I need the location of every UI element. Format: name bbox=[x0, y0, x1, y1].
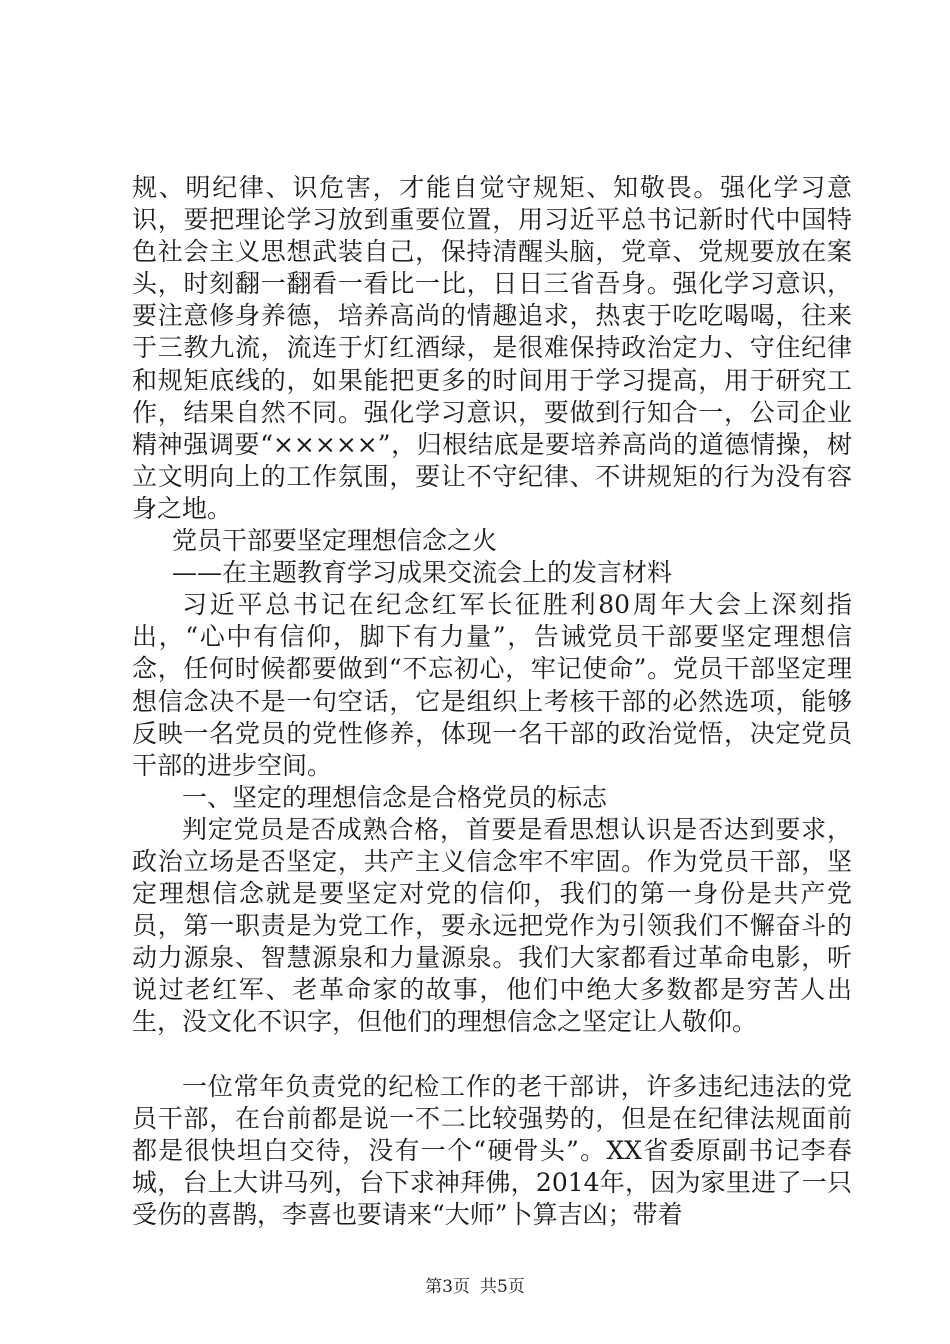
page-total: 共5页 bbox=[480, 1277, 525, 1297]
paragraph-3: 判定党员是否成熟合格，首要是看思想认识是否达到要求，政治立场是否坚定，共产主义信念牢不牢固。作为党员干部，坚定理想信念就是要坚定对党的信仰，我们的第一身份是共产党员，第一职责是为党工作，要永远把党作为引领我们不懈奋斗的动力源泉、智慧源泉和力量源泉。我们大家都看过革命电影，听说过老红军、老革命家的故事，他们中绝大多数都是穷苦人出生，没文化不识字，但他们的理想信念之坚定让人敬仰。 bbox=[132, 814, 852, 1037]
paragraph-4: 一位常年负责党的纪检工作的老干部讲，许多违纪违法的党员干部，在台前都是说一不二比较强势的，但是在纪律法规面前都是很快坦白交待，没有一个“硬骨头”。XX省委原副书记李春城，台上大讲马列，台下求神拜佛，2014年，因为家里进了一只受伤的喜鹊，李喜也要请来“大师”卜算吉凶；带着 bbox=[132, 1071, 852, 1229]
page-footer bbox=[0, 1272, 950, 1297]
document-body bbox=[132, 172, 852, 1231]
paragraph-2: 习近平总书记在纪念红军长征胜利80周年大会上深刻指出，“心中有信仰，脚下有力量”，告诫党员干部要坚定理想信念，任何时候都要做到“不忘初心，牢记使命”。党员干部坚定理想信念决不是一句空话，它是组织上考核干部的必然选项，能够反映一名党员的党性修养，体现一名干部的政治觉悟，决定党员干部的进步空间。 bbox=[132, 590, 852, 780]
article-title: 党员干部要坚定理想信念之火 bbox=[172, 526, 498, 556]
page-number: 第3页 bbox=[425, 1277, 470, 1297]
paragraph-gap bbox=[132, 1039, 852, 1071]
article-subtitle: ——在主题教育学习成果交流会上的发言材料 bbox=[172, 558, 673, 588]
section-heading-1: 一、坚定的理想信念是合格党员的标志 bbox=[182, 782, 608, 812]
paragraph-1: 规、明纪律、识危害，才能自觉守规矩、知敬畏。强化学习意识，要把理论学习放到重要位置，用习近平总书记新时代中国特色社会主义思想武装自己，保持清醒头脑，党章、党规要放在案头，时刻翻一翻看一看比一比，日日三省吾身。强化学习意识，要注意修身养德，培养高尚的情趣追求，热衷于吃吃喝喝，往来于三教九流，流连于灯红酒绿，是很难保持政治定力、守住纪律和规矩底线的，如果能把更多的时间用于学习提高，用于研究工作，结果自然不同。强化学习意识，要做到行知合一，公司企业精神强调要“×××××”，归根结底是要培养高尚的道德情操，树立文明向上的工作氛围，要让不守纪律、不讲规矩的行为没有容身之地。 bbox=[132, 173, 852, 523]
